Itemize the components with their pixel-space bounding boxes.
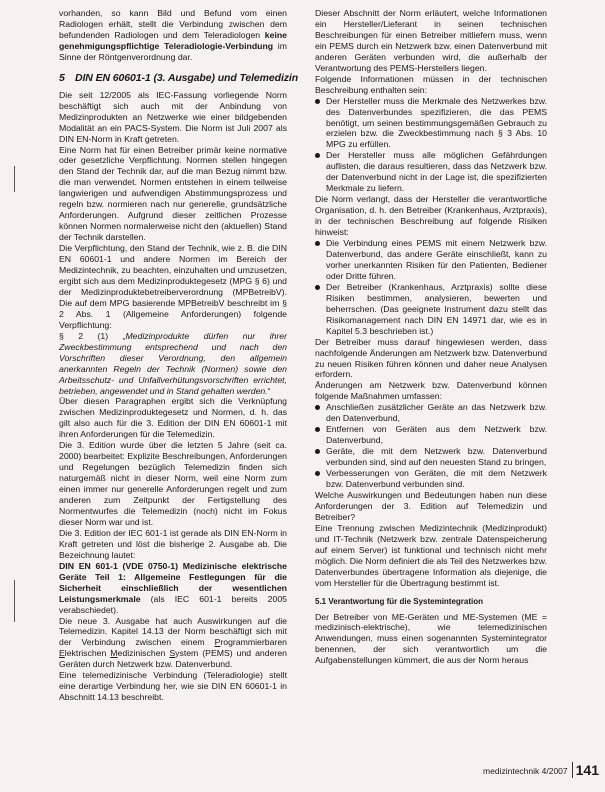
paragraph: Welche Auswirkungen und Bedeutungen haben nun diese Anforderungen der 3. Edition auf Telemedizin und Betreiber? [315, 489, 547, 522]
bullet-icon [315, 449, 320, 454]
paragraph: Eine Trennung zwischen Medizintechnik (Medizinprodukt) und IT-Technik (Netzwerk bzw. zentrale Datenspeicherung auf einem Server) ist funktional und technisch nicht mehr möglich. Die Norm definiert die als Teil des Netzwerkes bzw. Datenverbundes übertragene Information als diejenige, die vom Hersteller für die Übertragung bestimmt ist. [315, 522, 547, 588]
paragraph: Eine Norm hat für einen Betreiber primär keine normative oder gesetzliche Verpflichtung. Normen stellen hingegen den Stand der Technik dar, auf die man Bezug nimmt bzw. die man verwendet. Normen entstehen in einem teilweise langwierigen und aufwendigen Abstimmungsprozess und regeln bzw. normieren nach nur generelle, grundsätzliche Anforderungen. Aufgrund dieser zeitlichen Prozesse können Normen normalerweise nicht den (aktuellen) Stand der Technik darstellen. [59, 144, 287, 243]
list-item: Der Betreiber (Krankenhaus, Arztpraxis) sollte diese Risiken bestimmen, analysieren, bewerten und beherrschen. (Das geeignete Instrument dazu stellt das Risikomanagement nach DIN EN 14971 dar, wie es in Kapitel 5.3 beschrieben ist.) [315, 282, 547, 337]
list-item: Anschließen zusätzlicher Geräte an das Netzwerk bzw. den Datenverbund, [315, 402, 547, 424]
quote-paragraph: § 2 (1) „Medizinprodukte dürfen nur ihrer Zweckbestimmung entsprechend und nach den Vorschriften dieser Verordnung, den allgemein anerkannten Regeln der Technik (Normen) sowie den Arbeitsschutz- und Unfallverhütungsvorschriften errichtet, betrieben, angewendet und in Stand gehalten werden.“ [59, 330, 287, 396]
section-number: 5 [59, 71, 65, 84]
bullet-list [315, 238, 547, 337]
bullet-icon [315, 241, 320, 246]
bullet-list [315, 96, 547, 195]
page-number: 141 [572, 762, 605, 778]
page-footer [483, 762, 605, 778]
margin-bar-mark [14, 580, 15, 622]
paragraph: Folgende Informationen müssen in der technischen Beschreibung enthalten sein: [315, 73, 547, 95]
bullet-icon [315, 427, 320, 432]
section-title: DIN EN 60601-1 (3. Ausgabe) und Telemedizin [75, 71, 299, 84]
section-heading [59, 71, 299, 85]
left-column [59, 8, 299, 703]
paragraph: vorhanden, so kann Bild und Befund vom einen Radiologen erhält, stellt die Verbindung zwischen dem befundenden Radiologen und dem Teleradiologen keine genehmigungspflichtige Teleradiologie-Verbindung im Sinne der Röntgenverordnung dar. [59, 8, 287, 62]
bullet-icon [315, 471, 320, 476]
paragraph: Der Betreiber von ME-Geräten und ME-Systemen (ME = medizinisch-elektrische), wie telemedizinischen Anwendungen, muss einen sogenannten Systemintegrator benennen, der sich verantwortlich um die Aufgabenstellungen kümmert, die aus der Norm heraus [315, 611, 547, 666]
list-item: Der Hersteller muss die Merkmale des Netzwerkes bzw. des Datenverbundes spezifizieren, die das PEMS benötigt, um seinen bestimmungsgemäßen Gebrauch zu erzielen bzw. die Zweckbestimmung nach § 3 Abs. 10 MPG zu erfüllen. [315, 96, 547, 151]
paragraph: Die 3. Edition wurde über die letzten 5 Jahre (seit ca. 2000) bearbeitet: Explizite Beschreibungen, Anforderungen und Regelungen bezüglich Telemedizin finden sich naturgemäß nicht in dieser Norm, weil eine Norm zum einen immer nur generelle Anforderungen regelt und zum anderen zum Zeitpunkt der Fertigstellung des Normentwurfes die Telemedizin (noch) nicht im Fokus dieser Norm war und ist. [59, 440, 287, 527]
list-item: Die Verbindung eines PEMS mit einem Netzwerk bzw. Datenverbund, das andere Geräte einschließt, kann zu vorher unerkannten Risiken für den Patienten, Bediener oder Dritte führen. [315, 238, 547, 282]
standard-title-paragraph: DIN EN 601-1 (VDE 0750-1) Medizinische elektrische Geräte Teil 1: Allgemeine Festlegungen für die Sicherheit einschließlich der wesentlichen Leistungsmerkmale (als IEC 601-1 bereits 2005 verabschiedet). [59, 560, 287, 615]
right-column [315, 8, 547, 666]
paragraph: Dieser Abschnitt der Norm erläutert, welche Informationen ein Hersteller/Lieferant in seinen technischen Beschreibungen für einen Betreiber mitliefern muss, wenn ein PEMS durch ein Netzwerk bzw. einen Datenverbund mit anderen Geräten verbunden wird, die außerhalb der Verantwortung des PEMS-Herstellers liegen. [315, 8, 547, 73]
list-item: Geräte, die mit dem Netzwerk bzw. Datenverbund verbunden sind, sind auf den neuesten Stand zu bringen, [315, 446, 547, 468]
paragraph: Änderungen am Netzwerk bzw. Datenverbund können folgende Maßnahmen umfassen: [315, 380, 547, 402]
list-item: Verbesserungen von Geräten, die mit dem Netzwerk bzw. Datenverbund verbunden sind. [315, 468, 547, 490]
bullet-list [315, 402, 547, 490]
paragraph: Der Betreiber muss darauf hingewiesen werden, dass nachfolgende Änderungen am Netzwerk bzw. Datenverbund zu neuen Risiken führen können und daher neue Analysen erfordern. [315, 336, 547, 380]
bullet-icon [315, 99, 320, 104]
bullet-icon [315, 153, 320, 158]
margin-bar-mark [14, 166, 15, 192]
subsection-heading: 5.1 Verantwortung für die Systemintegration [315, 596, 484, 606]
paragraph: Die neue 3. Ausgabe hat auch Auswirkungen auf die Telemedizin. Kapitel 14.13 der Norm beschäftigt sich mit der Verbindung zwischen einem Programmierbaren Elektrischen Medizinischen System (PEMS) und anderen Geräten durch Netzwerk bzw. Datenverbund. [59, 615, 287, 670]
bullet-icon [315, 405, 320, 410]
paragraph: Eine telemedizinische Verbindung (Teleradiologie) stellt eine derartige Verbindung her, wie sie DIN EN 60601-1 in Abschnitt 14.13 beschreibt. [59, 670, 287, 703]
bullet-icon [315, 285, 320, 290]
list-item: Entfernen von Geräten aus dem Netzwerk bzw. Datenverbund, [315, 424, 547, 446]
paragraph: Die seit 12/2005 als IEC-Fassung vorliegende Norm beschäftigt sich auch mit der Anbindung von Medizinprodukten an Netzwerke wie einer bildgebenden Modalität an ein PACS-System. Die Norm ist Juli 2007 als DIN EN-Norm in Kraft getreten. [59, 89, 287, 144]
list-item: Der Hersteller muss alle möglichen Gefährdungen auflisten, die daraus resultieren, dass das Netzwerk bzw. der Datenverbund nicht in der Lage ist, die spezifizierten Merkmale zu liefern. [315, 150, 547, 194]
paragraph: Die 3. Edition der IEC 601-1 ist gerade als DIN EN-Norm in Kraft getreten und löst die bisherige 2. Ausgabe ab. Die Bezeichnung lautet: [59, 527, 287, 560]
paragraph: Über diesen Paragraphen ergibt sich die Verknüpfung zwischen Medizinproduktegesetz und Normen, d. h. das gilt also auch für die 3. Edition der DIN EN 60601-1 mit ihren Anforderungen für die Telemedizin. [59, 396, 287, 440]
paragraph: Die Verpflichtung, den Stand der Technik, wie z. B. die DIN EN 60601-1 und andere Normen im Bereich der Medizintechnik, zu beachten, einzuhalten und umzusetzen, ergibt sich aus dem Medizinproduktegesetz (MPG § 6) und der Medizinproduktebetreiberverordnung (MPBetreibV). Die auf dem MPG basierende MPBetreibV beschreibt im § 2 Abs. 1 (Allgemeine Anforderungen) folgende Verpflichtung: [59, 243, 287, 330]
paragraph: Die Norm verlangt, dass der Hersteller die verantwortliche Organisation, d. h. den Betreiber (Krankenhaus, Arztpraxis), in der technischen Beschreibung auf folgende Risiken hinweist: [315, 194, 547, 238]
journal-issue: medizintechnik 4/2007 [483, 766, 568, 776]
